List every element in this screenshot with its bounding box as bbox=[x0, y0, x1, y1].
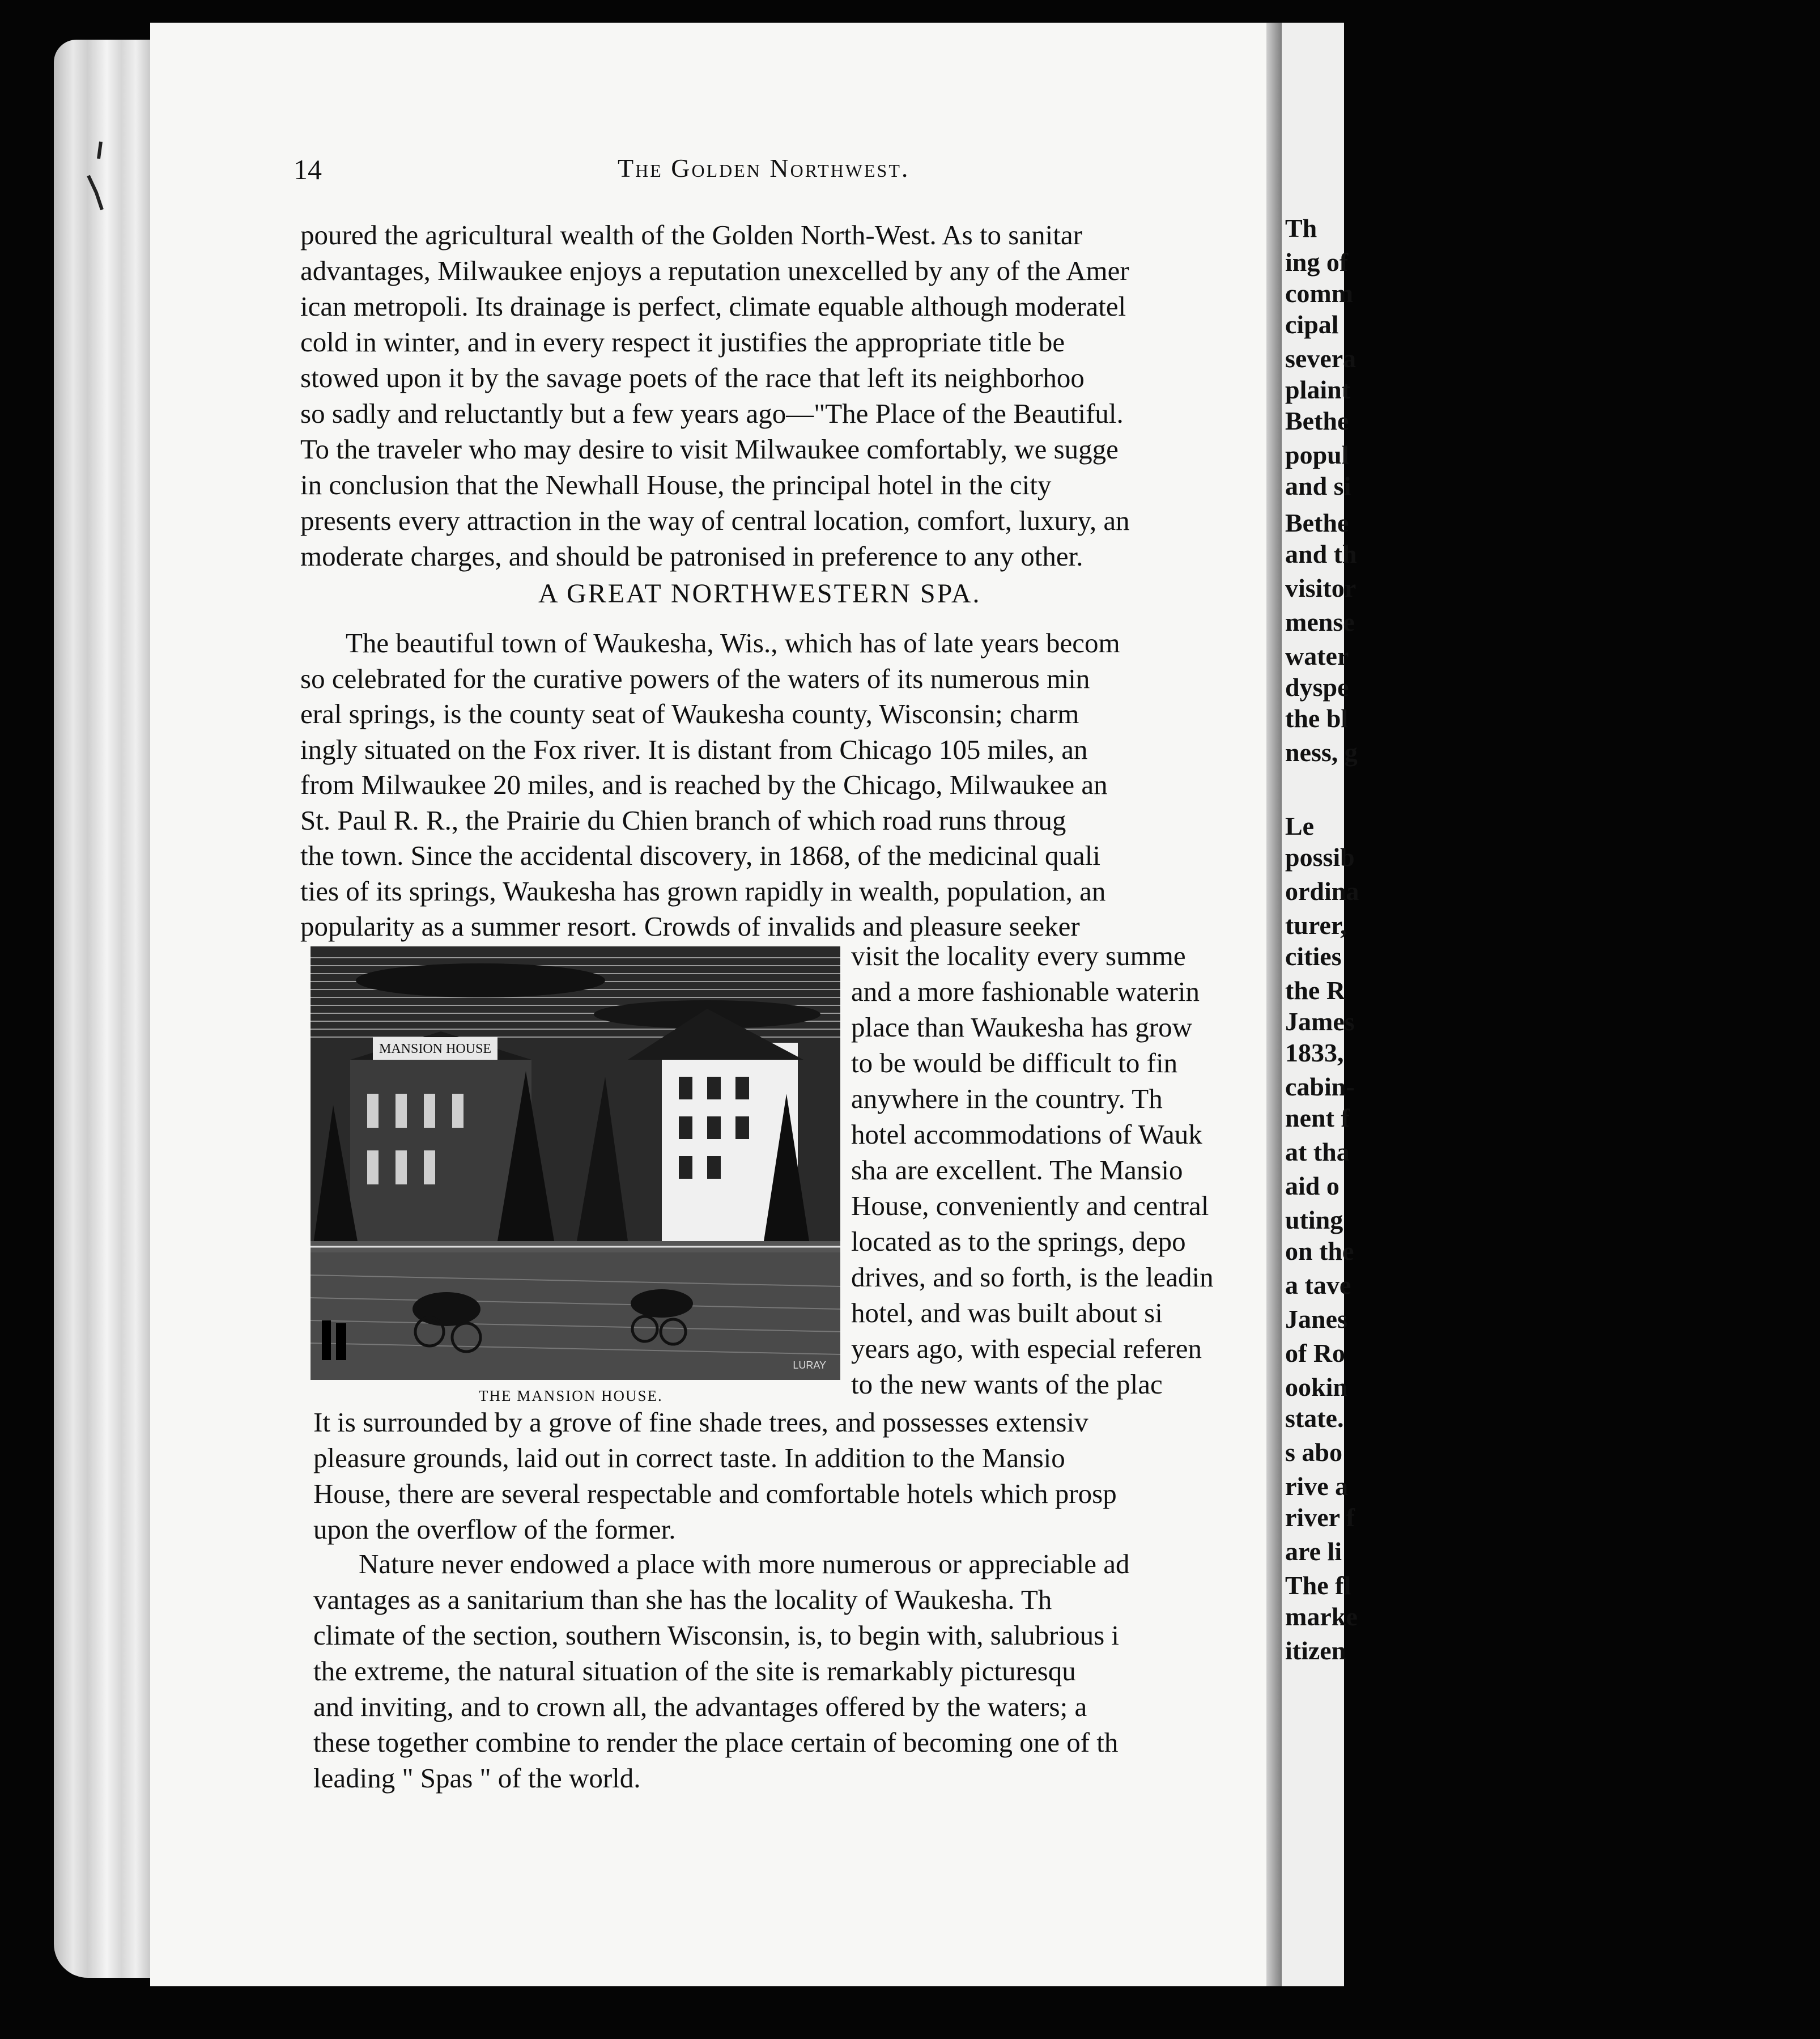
text-line: advantages, Milwaukee enjoys a reputation unexcelled by any of the Amer bbox=[300, 255, 1129, 286]
text-line: House, conveniently and central bbox=[851, 1190, 1209, 1221]
facing-page-text: possib bbox=[1285, 843, 1355, 872]
text-line: poured the agricultural wealth of the Golden North-West. As to sanitar bbox=[300, 219, 1082, 250]
facing-page-text: marke bbox=[1285, 1602, 1358, 1631]
text-line: climate of the section, southern Wisconsin, is, to begin with, salubrious i bbox=[313, 1620, 1120, 1651]
facing-page-text: Le bbox=[1285, 812, 1315, 840]
mansion-house-sign: MANSION HOUSE bbox=[379, 1042, 492, 1056]
text-line: leading " Spas " of the world. bbox=[313, 1762, 641, 1794]
text-line: vantages as a sanitarium than she has the locality of Waukesha. Th bbox=[313, 1584, 1052, 1615]
facing-page-text: popul bbox=[1285, 440, 1349, 469]
text-line: upon the overflow of the former. bbox=[313, 1514, 676, 1545]
facing-page-text: and si bbox=[1285, 471, 1351, 500]
text-line: so celebrated for the curative powers of the waters of its numerous min bbox=[300, 662, 1090, 694]
facing-page-text: cipal bbox=[1285, 310, 1339, 339]
facing-page-text: of Ro bbox=[1285, 1339, 1346, 1367]
text-line: ican metropoli. Its drainage is perfect, climate equable although moderatel bbox=[300, 291, 1126, 322]
text-line: The beautiful town of Waukesha, Wis., which has of late years becom bbox=[346, 627, 1120, 659]
facing-page-text: ordina bbox=[1285, 877, 1359, 906]
text-line: ties of its springs, Waukesha has grown rapidly in wealth, population, an bbox=[300, 875, 1106, 907]
facing-page-text: ookin bbox=[1285, 1373, 1347, 1401]
facing-page-text: Bethe bbox=[1285, 406, 1349, 435]
facing-page-text: aid o bbox=[1285, 1171, 1340, 1200]
facing-page-text: severa bbox=[1285, 344, 1357, 373]
text-line: the town. Since the accidental discovery, in 1868, of the medicinal quali bbox=[300, 840, 1100, 871]
text-line: so sadly and reluctantly but a few years ago—"The Place of the Beautiful. bbox=[300, 398, 1124, 429]
text-line: years ago, with especial referen bbox=[851, 1333, 1202, 1364]
facing-page-text: water bbox=[1285, 642, 1349, 670]
text-line: To the traveler who may desire to visit Milwaukee comfortably, we sugge bbox=[300, 434, 1119, 465]
facing-page-text: plaint bbox=[1285, 375, 1351, 404]
section-title: A GREAT NORTHWESTERN SPA. bbox=[538, 579, 981, 609]
text-line: stowed upon it by the savage poets of the race that left its neighborhoo bbox=[300, 362, 1085, 393]
text-line: and inviting, and to crown all, the advantages offered by the waters; a bbox=[313, 1691, 1087, 1722]
facing-page-text: s abo bbox=[1285, 1438, 1342, 1467]
text-line: and a more fashionable waterin bbox=[851, 976, 1200, 1007]
facing-page-text: Th bbox=[1285, 214, 1317, 243]
mansion-house-engraving bbox=[311, 946, 840, 1380]
facing-page-text: turer, bbox=[1285, 911, 1347, 940]
page-number: 14 bbox=[294, 154, 322, 185]
text-line: Nature never endowed a place with more numerous or appreciable ad bbox=[359, 1548, 1130, 1579]
facing-page-text: cabin- bbox=[1285, 1072, 1355, 1101]
text-line: It is surrounded by a grove of fine shade trees, and possesses extensiv bbox=[313, 1407, 1088, 1438]
text-line: popularity as a summer resort. Crowds of invalids and pleasure seeker bbox=[300, 911, 1080, 942]
facing-page-text: at tha bbox=[1285, 1137, 1350, 1166]
facing-page-text: river f bbox=[1285, 1503, 1355, 1532]
text-line: to the new wants of the plac bbox=[851, 1369, 1163, 1400]
text-line: visit the locality every summe bbox=[851, 940, 1186, 971]
facing-page-text: the bl bbox=[1285, 704, 1349, 733]
figure-caption: THE MANSION HOUSE. bbox=[479, 1387, 663, 1404]
text-line: to be would be difficult to fin bbox=[851, 1047, 1178, 1078]
text-line: from Milwaukee 20 miles, and is reached by the Chicago, Milwaukee an bbox=[300, 769, 1108, 800]
text-line: in conclusion that the Newhall House, the principal hotel in the city bbox=[300, 469, 1052, 500]
text-line: place than Waukesha has grow bbox=[851, 1012, 1192, 1043]
facing-page-text: state. bbox=[1285, 1404, 1344, 1433]
facing-page-text: 1833, bbox=[1285, 1038, 1344, 1067]
text-line: pleasure grounds, laid out in correct taste. In addition to the Mansio bbox=[313, 1442, 1065, 1473]
facing-page-text: uting bbox=[1285, 1205, 1343, 1234]
facing-page-text: The fl bbox=[1285, 1571, 1351, 1600]
facing-page-text: mense bbox=[1285, 608, 1355, 636]
text-line: cold in winter, and in every respect it justifies the appropriate title be bbox=[300, 326, 1065, 358]
facing-page-text: ness, g bbox=[1285, 738, 1358, 767]
page-stack-edge bbox=[54, 40, 150, 1978]
text-line: these together combine to render the place certain of becoming one of th bbox=[313, 1727, 1119, 1758]
text-line: St. Paul R. R., the Prairie du Chien branch of which road runs throug bbox=[300, 804, 1066, 836]
running-title: The Golden Northwest. bbox=[618, 154, 910, 182]
text-line: sha are excellent. The Mansio bbox=[851, 1154, 1183, 1186]
facing-page-text: James bbox=[1285, 1007, 1355, 1036]
facing-page-text: a tave bbox=[1285, 1271, 1351, 1299]
text-line: the extreme, the natural situation of the site is remarkably picturesqu bbox=[313, 1655, 1076, 1687]
facing-page-text: itizen bbox=[1285, 1636, 1346, 1665]
facing-page-text: the R bbox=[1285, 976, 1346, 1005]
text-line: anywhere in the country. Th bbox=[851, 1083, 1163, 1114]
text-line: eral springs, is the county seat of Waukesha county, Wisconsin; charm bbox=[300, 698, 1079, 729]
facing-page-text: cities bbox=[1285, 942, 1342, 971]
text-line: located as to the springs, depo bbox=[851, 1226, 1186, 1257]
facing-page-text: dyspe bbox=[1285, 673, 1349, 702]
running-head bbox=[0, 153, 1344, 187]
facing-page-text: are li bbox=[1285, 1537, 1342, 1566]
text-line: drives, and so forth, is the leadin bbox=[851, 1261, 1214, 1293]
facing-page-text: ing of bbox=[1285, 248, 1349, 277]
facing-page-text: rive a bbox=[1285, 1472, 1349, 1501]
facing-page-text: nent f bbox=[1285, 1103, 1350, 1132]
facing-page-text: Bethe bbox=[1285, 508, 1349, 537]
text-line: hotel, and was built about si bbox=[851, 1297, 1163, 1328]
facing-page-text: Janes bbox=[1285, 1305, 1347, 1333]
text-line: House, there are several respectable and comfortable hotels which prosp bbox=[313, 1478, 1117, 1509]
text-line: ingly situated on the Fox river. It is distant from Chicago 105 miles, an bbox=[300, 733, 1088, 765]
facing-page-text: comm bbox=[1285, 279, 1354, 308]
artist-signature: LURAY bbox=[793, 1360, 826, 1371]
facing-page-text: on the bbox=[1285, 1237, 1354, 1265]
facing-page-text: and th bbox=[1285, 540, 1357, 568]
text-line: moderate charges, and should be patronised in preference to any other. bbox=[300, 541, 1083, 572]
facing-page-text: visitor bbox=[1285, 574, 1357, 602]
text-line: hotel accommodations of Wauk bbox=[851, 1119, 1202, 1150]
text-line: presents every attraction in the way of central location, comfort, luxury, an bbox=[300, 505, 1130, 536]
